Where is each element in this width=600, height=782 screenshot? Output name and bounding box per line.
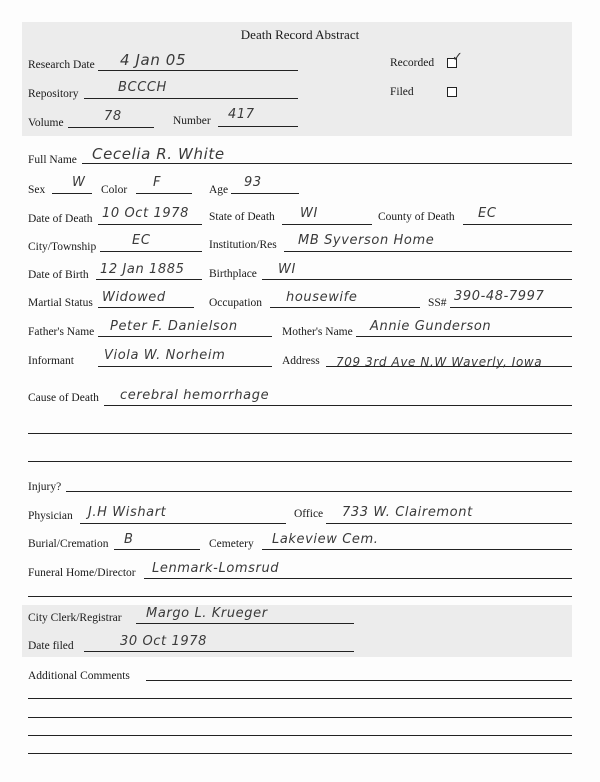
number-line bbox=[218, 126, 298, 127]
research-date-label: Research Date bbox=[28, 59, 95, 71]
county-of-death-label: County of Death bbox=[378, 211, 455, 223]
state-of-death-line bbox=[282, 224, 372, 225]
city-township-label: City/Township bbox=[28, 241, 97, 253]
county-of-death-line bbox=[463, 224, 572, 225]
office-line bbox=[326, 523, 572, 524]
address-label: Address bbox=[282, 355, 320, 367]
research-date-value[interactable]: 4 Jan 05 bbox=[120, 51, 187, 69]
physician-line bbox=[80, 523, 286, 524]
volume-value[interactable]: 78 bbox=[104, 109, 122, 124]
date-filed-label: Date filed bbox=[28, 640, 74, 652]
institution-label: Institution/Res bbox=[209, 239, 277, 251]
marital-status-line bbox=[98, 307, 194, 308]
comments-line-2 bbox=[28, 698, 572, 699]
additional-comments-label: Additional Comments bbox=[28, 670, 130, 682]
comments-line-3 bbox=[28, 717, 572, 718]
sex-label: Sex bbox=[28, 184, 46, 196]
date-of-birth-line bbox=[96, 279, 202, 280]
birthplace-line bbox=[262, 279, 572, 280]
form-title: Death Record Abstract bbox=[240, 27, 360, 42]
age-value[interactable]: 93 bbox=[244, 175, 262, 190]
burial-value[interactable]: B bbox=[124, 532, 134, 547]
repository-line bbox=[84, 98, 298, 99]
comments-line-5 bbox=[28, 753, 572, 754]
sex-value[interactable]: W bbox=[72, 175, 86, 190]
ssn-line bbox=[450, 307, 572, 308]
age-label: Age bbox=[209, 184, 229, 196]
full-name-label: Full Name bbox=[28, 154, 77, 166]
cause-of-death-line bbox=[104, 405, 572, 406]
injury-label: Injury? bbox=[28, 481, 62, 493]
research-date-line bbox=[98, 70, 298, 71]
cemetery-value[interactable]: Lakeview Cem. bbox=[272, 532, 379, 547]
recorded-label: Recorded bbox=[390, 57, 435, 69]
age-line bbox=[231, 193, 299, 194]
city-clerk-label: City Clerk/Registrar bbox=[28, 612, 122, 624]
marital-status-label: Martial Status bbox=[28, 297, 93, 309]
cause-of-death-value[interactable]: cerebral hemorrhage bbox=[120, 388, 270, 403]
date-of-birth-label: Date of Birth bbox=[28, 269, 89, 281]
physician-value[interactable]: J.H Wishart bbox=[88, 505, 167, 520]
birthplace-label: Birthplace bbox=[209, 268, 257, 280]
date-filed-value[interactable]: 30 Oct 1978 bbox=[120, 634, 207, 649]
burial-line bbox=[114, 549, 200, 550]
marital-status-value[interactable]: Widowed bbox=[102, 290, 166, 305]
volume-label: Volume bbox=[28, 117, 64, 129]
informant-label: Informant bbox=[28, 355, 74, 367]
state-of-death-value[interactable]: WI bbox=[300, 206, 318, 221]
full-name-line bbox=[82, 163, 572, 164]
occupation-label: Occupation bbox=[209, 297, 263, 309]
color-line bbox=[136, 193, 192, 194]
comments-line-4 bbox=[28, 735, 572, 736]
funeral-home-value[interactable]: Lenmark-Lomsrud bbox=[152, 561, 280, 576]
ssn-value[interactable]: 390-48-7997 bbox=[454, 289, 545, 304]
filed-checkbox[interactable] bbox=[447, 87, 457, 97]
mothers-name-label: Mother's Name bbox=[282, 326, 353, 338]
state-of-death-label: State of Death bbox=[209, 211, 275, 223]
fathers-name-line bbox=[98, 336, 272, 337]
color-value[interactable]: F bbox=[153, 175, 162, 190]
office-label: Office bbox=[294, 508, 324, 520]
funeral-home-line bbox=[144, 578, 572, 579]
injury-line bbox=[66, 491, 572, 492]
ssn-label: SS# bbox=[428, 297, 447, 309]
cemetery-label: Cemetery bbox=[209, 538, 254, 550]
city-township-line bbox=[100, 251, 202, 252]
informant-line bbox=[98, 366, 272, 367]
date-of-birth-value[interactable]: 12 Jan 1885 bbox=[100, 262, 185, 277]
cause-of-death-label: Cause of Death bbox=[28, 392, 99, 404]
burial-label: Burial/Cremation bbox=[28, 538, 109, 550]
date-of-death-value[interactable]: 10 Oct 1978 bbox=[102, 206, 189, 221]
address-value[interactable]: 709 3rd Ave N.W Waverly, Iowa bbox=[336, 355, 543, 369]
city-clerk-line bbox=[136, 623, 354, 624]
occupation-line bbox=[270, 307, 420, 308]
physician-label: Physician bbox=[28, 510, 73, 522]
office-value[interactable]: 733 W. Clairemont bbox=[342, 505, 473, 520]
repository-value[interactable]: BCCCH bbox=[118, 80, 167, 95]
fathers-name-value[interactable]: Peter F. Danielson bbox=[110, 319, 238, 334]
birthplace-value[interactable]: WI bbox=[278, 262, 296, 277]
date-of-death-label: Date of Death bbox=[28, 213, 93, 225]
full-name-value[interactable]: Cecelia R. White bbox=[92, 145, 225, 163]
check-mark-icon: ✓ bbox=[452, 50, 463, 65]
repository-label: Repository bbox=[28, 88, 79, 100]
institution-value[interactable]: MB Syverson Home bbox=[298, 233, 435, 248]
date-filed-line bbox=[84, 651, 354, 652]
sex-line bbox=[52, 193, 92, 194]
cemetery-line bbox=[262, 549, 572, 550]
mothers-name-line bbox=[356, 336, 572, 337]
number-value[interactable]: 417 bbox=[228, 107, 255, 122]
comments-line-1 bbox=[146, 680, 572, 681]
cause-of-death-line-2 bbox=[28, 433, 572, 434]
informant-value[interactable]: Viola W. Norheim bbox=[104, 348, 226, 363]
institution-line bbox=[284, 251, 572, 252]
occupation-value[interactable]: housewife bbox=[286, 290, 358, 305]
number-label: Number bbox=[173, 115, 211, 127]
mothers-name-value[interactable]: Annie Gunderson bbox=[370, 319, 492, 334]
funeral-home-line-2 bbox=[28, 596, 572, 597]
date-of-death-line bbox=[98, 224, 202, 225]
filed-label: Filed bbox=[390, 86, 414, 98]
county-of-death-value[interactable]: EC bbox=[478, 206, 497, 221]
funeral-home-label: Funeral Home/Director bbox=[28, 567, 136, 579]
volume-line bbox=[68, 127, 154, 128]
city-clerk-value[interactable]: Margo L. Krueger bbox=[146, 606, 268, 621]
city-township-value[interactable]: EC bbox=[132, 233, 151, 248]
fathers-name-label: Father's Name bbox=[28, 326, 95, 338]
cause-of-death-line-3 bbox=[28, 461, 572, 462]
color-label: Color bbox=[101, 184, 128, 196]
